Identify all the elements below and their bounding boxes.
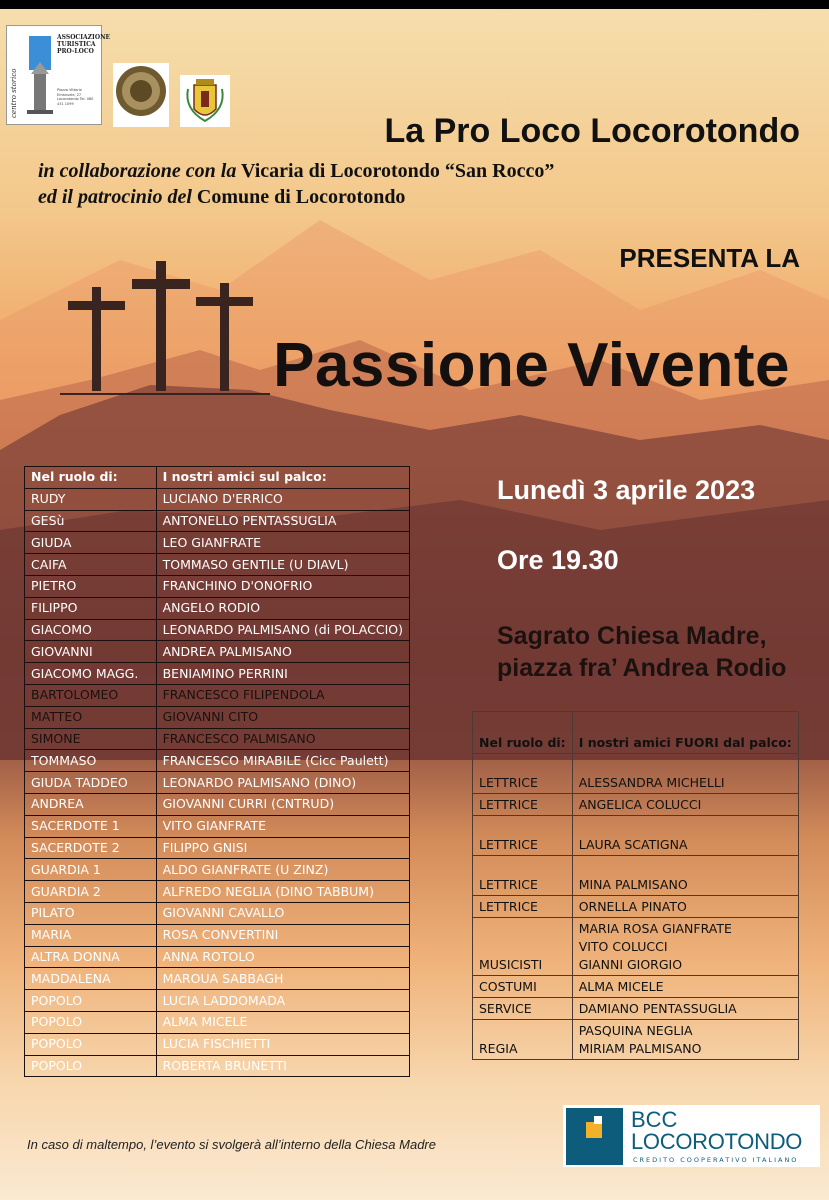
cast-actor-cell: LEONARDO PALMISANO (DINO)	[156, 772, 409, 794]
cast-role-cell: BARTOLOMEO	[25, 684, 157, 706]
collaboration-text	[38, 158, 738, 210]
cast-row	[25, 641, 410, 663]
cast-role-cell: PILATO	[25, 902, 157, 924]
cast-row	[25, 881, 410, 903]
collab-prefix: in collaborazione con la	[38, 160, 237, 182]
proloco-address: Piazza Vittorio Emanuele, 27 Locorotondo Tel. 080 431 1099	[57, 88, 94, 106]
crew-role-cell: COSTUMI	[473, 976, 573, 998]
collab-name: Vicaria di Locorotondo “San Rocco”	[241, 160, 555, 182]
vicaria-seal-icon	[113, 63, 169, 127]
crew-person-cell	[572, 918, 798, 976]
crew-row	[473, 896, 799, 918]
cast-header-actor: I nostri amici sul palco:	[156, 467, 409, 489]
cast-actor-cell: ANGELO RODIO	[156, 597, 409, 619]
crew-person-cell	[572, 976, 798, 998]
top-black-bar	[0, 0, 829, 9]
crew-person-name: GIANNI GIORGIO	[578, 957, 683, 972]
comune-coat-of-arms-icon	[180, 75, 230, 127]
cast-role-cell: CAIFA	[25, 554, 157, 576]
cast-header-row	[25, 467, 410, 489]
cast-role-cell: POPOLO	[25, 1055, 157, 1077]
crew-role-cell: SERVICE	[473, 998, 573, 1020]
crew-person-name: MINA PALMISANO	[578, 877, 688, 892]
crew-person-name: MARIA ROSA GIANFRATE	[578, 921, 732, 936]
cast-role-cell: POPOLO	[25, 1011, 157, 1033]
cast-role-cell: SACERDOTE 2	[25, 837, 157, 859]
cast-row	[25, 772, 410, 794]
bcc-sponsor-logo	[563, 1105, 820, 1167]
cast-row	[25, 924, 410, 946]
crew-row	[473, 816, 799, 856]
cast-row	[25, 663, 410, 685]
crew-row	[473, 1020, 799, 1060]
cast-row	[25, 1055, 410, 1077]
crew-person-cell	[572, 1020, 798, 1060]
cast-role-cell: GUARDIA 2	[25, 881, 157, 903]
cast-role-cell: RUDY	[25, 488, 157, 510]
presenta-label: PRESENTA LA	[619, 243, 800, 273]
cast-actor-cell: ALMA MICELE	[156, 1011, 409, 1033]
crew-role-cell: LETTRICE	[473, 816, 573, 856]
cast-role-cell: GIACOMO	[25, 619, 157, 641]
cast-actor-cell: ALDO GIANFRATE (U ZINZ)	[156, 859, 409, 881]
crew-role-cell: LETTRICE	[473, 896, 573, 918]
cast-row	[25, 554, 410, 576]
cast-role-cell: MADDALENA	[25, 968, 157, 990]
cast-actor-cell: FRANCESCO MIRABILE (Cicc Paulett)	[156, 750, 409, 772]
cast-row	[25, 510, 410, 532]
cast-row	[25, 750, 410, 772]
cast-role-cell: GIUDA	[25, 532, 157, 554]
crew-table	[472, 711, 799, 1060]
cast-actor-cell: ROBERTA BRUNETTI	[156, 1055, 409, 1077]
cast-actor-cell: LUCIANO D'ERRICO	[156, 488, 409, 510]
cast-actor-cell: GIOVANNI CAVALLO	[156, 902, 409, 924]
tower-icon	[25, 32, 55, 116]
cast-actor-cell: MAROUA SABBAGH	[156, 968, 409, 990]
sponsor-name-line1: BCC	[631, 1107, 678, 1132]
sponsor-name-line2: LOCOROTONDO	[631, 1129, 803, 1154]
cast-row	[25, 532, 410, 554]
cast-actor-cell: ROSA CONVERTINI	[156, 924, 409, 946]
event-place-line1: Sagrato Chiesa Madre,	[497, 622, 767, 650]
cast-row	[25, 815, 410, 837]
cast-role-cell: GESù	[25, 510, 157, 532]
event-place	[497, 620, 817, 684]
patron-prefix: ed il patrocinio del	[38, 186, 192, 208]
cast-header-role: Nel ruolo di:	[25, 467, 157, 489]
crew-person-cell	[572, 754, 798, 794]
crew-role-cell: LETTRICE	[473, 794, 573, 816]
cast-role-cell: GIUDA TADDEO	[25, 772, 157, 794]
crew-row	[473, 918, 799, 976]
cast-row	[25, 597, 410, 619]
crew-person-name: PASQUINA NEGLIA	[578, 1023, 693, 1038]
crew-person-name: ANGELICA COLUCCI	[578, 797, 702, 812]
cast-role-cell: GIOVANNI	[25, 641, 157, 663]
cast-table	[24, 466, 410, 1077]
cast-actor-cell: FRANCESCO PALMISANO	[156, 728, 409, 750]
cast-actor-cell: GIOVANNI CURRI (CNTRUD)	[156, 793, 409, 815]
cast-actor-cell: BENIAMINO PERRINI	[156, 663, 409, 685]
cast-actor-cell: ANDREA PALMISANO	[156, 641, 409, 663]
crew-person-name: MIRIAM PALMISANO	[578, 1041, 702, 1056]
crew-person-name: ORNELLA PINATO	[578, 899, 687, 914]
cast-actor-cell: ALFREDO NEGLIA (DINO TABBUM)	[156, 881, 409, 903]
crew-header-row	[473, 712, 799, 754]
sponsor-subtitle: CREDITO COOPERATIVO ITALIANO	[633, 1156, 799, 1164]
crew-person-cell	[572, 816, 798, 856]
cast-actor-cell: ANTONELLO PENTASSUGLIA	[156, 510, 409, 532]
cast-role-cell: GUARDIA 1	[25, 859, 157, 881]
cast-row	[25, 968, 410, 990]
cast-actor-cell: VITO GIANFRATE	[156, 815, 409, 837]
cast-role-cell: MATTEO	[25, 706, 157, 728]
crew-role-cell: REGIA	[473, 1020, 573, 1060]
cast-role-cell: FILIPPO	[25, 597, 157, 619]
crew-person-name: VITO COLUCCI	[578, 939, 668, 954]
crew-role-cell: LETTRICE	[473, 856, 573, 896]
event-title: Passione Vivente	[273, 331, 790, 400]
cast-actor-cell: TOMMASO GENTILE (U DIAVL)	[156, 554, 409, 576]
cast-row	[25, 837, 410, 859]
crew-person-name: ALESSANDRA MICHELLI	[578, 775, 725, 790]
cast-actor-cell: LEONARDO PALMISANO (di POLACCIO)	[156, 619, 409, 641]
crew-person-cell	[572, 998, 798, 1020]
patron-name: Comune di Locorotondo	[196, 186, 406, 208]
cast-row	[25, 728, 410, 750]
crew-person-cell	[572, 896, 798, 918]
cast-role-cell: SIMONE	[25, 728, 157, 750]
cast-role-cell: PIETRO	[25, 575, 157, 597]
crew-person-name: ALMA MICELE	[578, 979, 664, 994]
crew-person-name: LAURA SCATIGNA	[578, 837, 688, 852]
cast-actor-cell: GIOVANNI CITO	[156, 706, 409, 728]
cast-role-cell: ALTRA DONNA	[25, 946, 157, 968]
crew-role-cell: MUSICISTI	[473, 918, 573, 976]
crew-row	[473, 754, 799, 794]
crew-row	[473, 794, 799, 816]
crew-person-cell	[572, 856, 798, 896]
cast-row	[25, 684, 410, 706]
cast-row	[25, 990, 410, 1012]
cast-row	[25, 1033, 410, 1055]
event-date: Lunedì 3 aprile 2023	[497, 475, 756, 505]
cast-row	[25, 619, 410, 641]
crew-header-person: I nostri amici FUORI dal palco:	[572, 712, 798, 754]
cast-row	[25, 575, 410, 597]
cast-role-cell: ANDREA	[25, 793, 157, 815]
event-place-line2: piazza fra’ Andrea Rodio	[497, 654, 787, 682]
crew-row	[473, 998, 799, 1020]
proloco-side-text: centro storico	[10, 68, 18, 118]
cast-row	[25, 946, 410, 968]
patronage-line	[38, 184, 738, 210]
cast-role-cell: GIACOMO MAGG.	[25, 663, 157, 685]
cast-actor-cell: LUCIA FISCHIETTI	[156, 1033, 409, 1055]
crew-row	[473, 976, 799, 998]
cast-row	[25, 859, 410, 881]
proloco-logo	[6, 25, 111, 125]
cast-role-cell: MARIA	[25, 924, 157, 946]
cast-role-cell: SACERDOTE 1	[25, 815, 157, 837]
cast-row	[25, 793, 410, 815]
weather-note: In caso di maltempo, l’evento si svolgerà all’interno della Chiesa Madre	[27, 1137, 436, 1152]
cast-role-cell: POPOLO	[25, 1033, 157, 1055]
cast-actor-cell: FRANCHINO D'ONOFRIO	[156, 575, 409, 597]
cast-actor-cell: FILIPPO GNISI	[156, 837, 409, 859]
cast-row	[25, 1011, 410, 1033]
cast-actor-cell: ANNA ROTOLO	[156, 946, 409, 968]
crew-row	[473, 856, 799, 896]
cast-actor-cell: LUCIA LADDOMADA	[156, 990, 409, 1012]
cast-row	[25, 488, 410, 510]
event-time: Ore 19.30	[497, 545, 619, 575]
cast-actor-cell: FRANCESCO FILIPENDOLA	[156, 684, 409, 706]
proloco-name: ASSOCIAZIONE TURISTICA PRO-LOCO	[57, 34, 111, 55]
crew-person-cell	[572, 794, 798, 816]
organizer-title: La Pro Loco Locorotondo	[384, 112, 800, 150]
collaboration-line	[38, 158, 738, 184]
cast-actor-cell: LEO GIANFRATE	[156, 532, 409, 554]
crew-header-role: Nel ruolo di:	[473, 712, 573, 754]
cast-row	[25, 706, 410, 728]
crew-role-cell: LETTRICE	[473, 754, 573, 794]
cast-row	[25, 902, 410, 924]
crew-person-name: DAMIANO PENTASSUGLIA	[578, 1001, 737, 1016]
cast-role-cell: POPOLO	[25, 990, 157, 1012]
bcc-mark-icon	[566, 1108, 623, 1165]
cast-role-cell: TOMMASO	[25, 750, 157, 772]
